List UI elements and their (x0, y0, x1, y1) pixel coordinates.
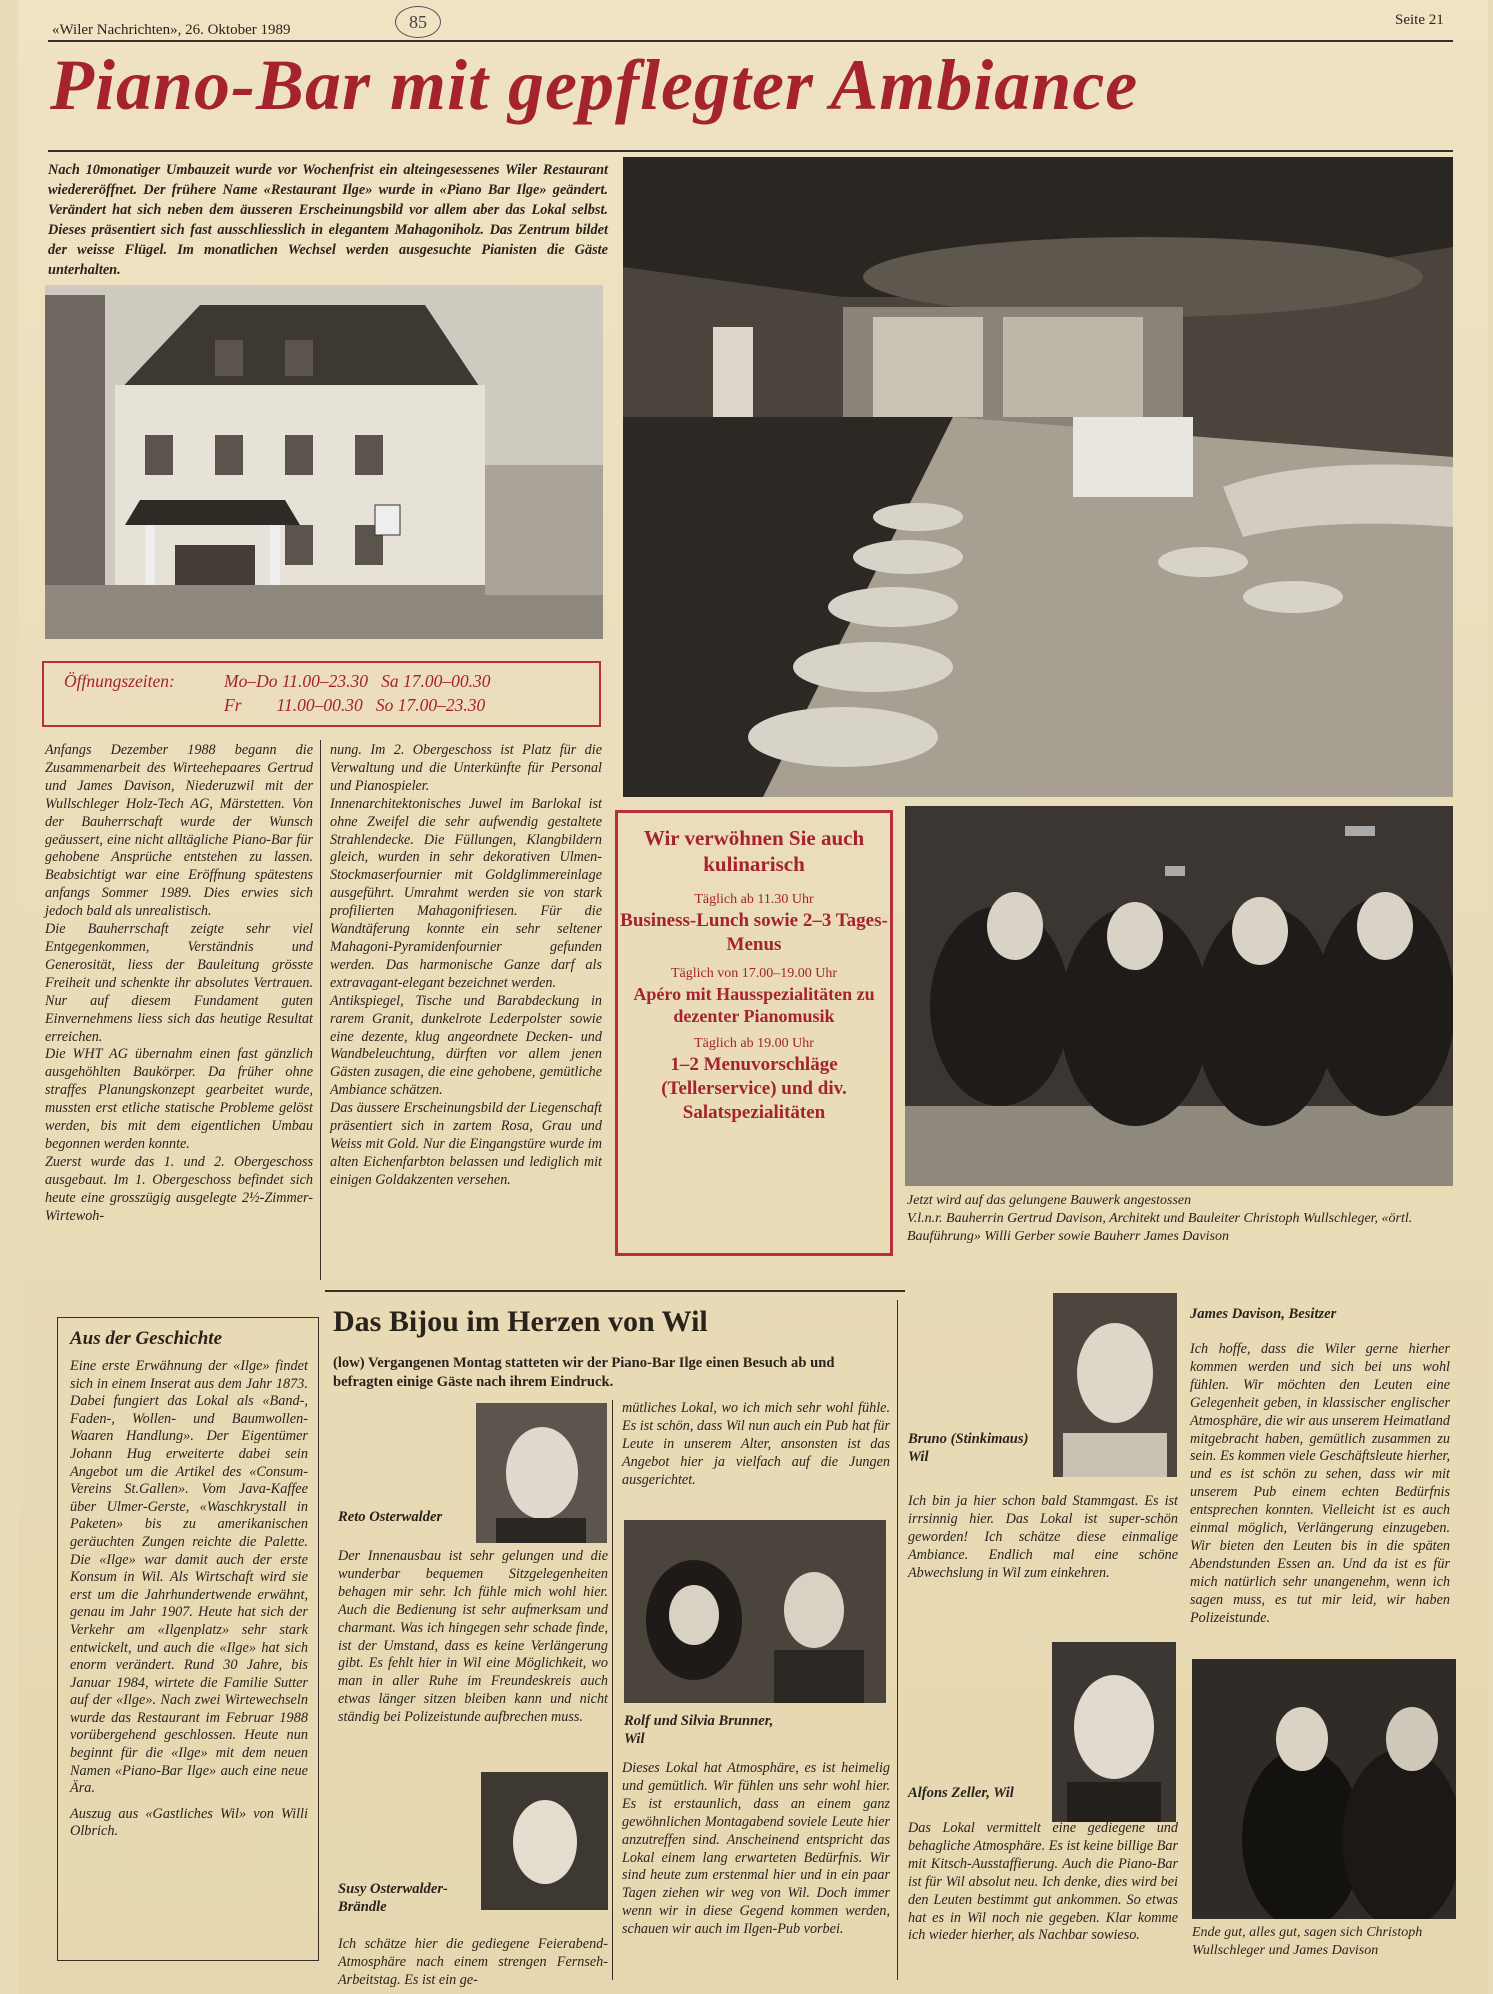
header-rule (48, 40, 1453, 42)
paragraph: Antikspiegel, Tische und Barabdeckung in rarem Granit, dunkelrote Lederpolster sowie eine dezente, klug angeordnete Decken- und Wandbeleuchtung, dürften vor allem jenen Gästen zusagen, die eine gehobene, gemütliche Ambiance schätzen. (330, 992, 602, 1099)
paragraph: Anfangs Dezember 1988 begann die Zusammenarbeit des Wirteehepaares Gertrud und James Davison, Niederuzwil mit der Wullschleger Holz-Tech AG, Märstetten. Von der Bauherrschaft wurde der Wunsch geäussert, eine nicht alltägliche Piano-Bar für gehobene Ansprüche entstehen zu lassen. Beabsichtigt war eine Eröffnung spätestens anfangs Sommer 1989. Dies erwies sich jedoch bald als unrealistisch. (45, 742, 313, 920)
section-intro: (low) Vergangenen Montag statteten wir der Piano-Bar Ilge einen Besuch ab und befragten einige Gäste nach ihrem Eindruck. (333, 1355, 835, 1390)
quote-susy-continued: mütliches Lokal, wo ich mich sehr wohl fühle. Es ist schön, dass Wil nun auch ein Pub hat für Leute in unserem Alter, ansonsten ist das Angebot hier ja vielfach auf die Jungen ausgerichtet. (622, 1400, 890, 1488)
column-divider (897, 1300, 898, 1980)
name-susy: Susy Osterwalder-Brändle (338, 1881, 448, 1915)
paragraph: Die WHT AG übernahm einen fast gänzlich ausgehöhlten Baukörper. Da früher ohne straffes Planungskonzept gearbeitet wurde, mussten erst etliche statische Probleme gelöst werden, bis mit dem eigentlichen Umbau begonnen werden konnte. (45, 1046, 313, 1152)
opening-hours-label: Öffnungszeiten: (64, 671, 175, 691)
history-source: Auszug aus «Gastliches Wil» von Willi Olbrich. (70, 1805, 308, 1840)
advert-title: Wir verwöhnen Sie auch kulinarisch (643, 826, 865, 876)
name-james: James Davison, Besitzer (1190, 1306, 1337, 1322)
column-divider (612, 1400, 613, 1980)
portrait-susy (481, 1772, 608, 1910)
page-number: Seite 21 (1395, 12, 1444, 28)
intro-text: Nach 10monatiger Umbauzeit wurde vor Wochenfrist ein alteingesessenes Wiler Restaurant wiedereröffnet. Der frühere Name «Restaurant Ilge» wurde in «Piano Bar Ilge» geändert. Verändert hat sich neben dem äusseren Erscheinungsbild vor allem aber das Lokal selbst. Dieses präsentiert sich fast ausschliesslich in elegantem Mahagoniholz. Das Zentrum bildet der weisse Flügel. Im monatlichen Wechsel werden ausgesuchte Pianisten die Gäste unterhalten. (48, 162, 608, 278)
advert-time-1: Täglich ab 11.30 Uhr (694, 892, 814, 907)
opening-hours-row-2: Fr 11.00–00.30 So 17.00–23.30 (224, 695, 486, 715)
article-column-2 (330, 742, 602, 1190)
paragraph: Zuerst wurde das 1. und 2. Obergeschoss ausgebaut. Im 1. Obergeschoss befindet sich heute eine grosszügig ausgelegte 2½-Zimmer-Wirtewoh- (45, 1153, 313, 1224)
quote-susy: Ich schätze hier die gediegene Feierabend-Atmosphäre nach einem strengen Fernseh-Arbeitstag. Es ist ein ge- (338, 1936, 608, 1988)
newspaper-dateline: «Wiler Nachrichten», 26. Oktober 1989 (52, 22, 291, 38)
opening-hours-box (42, 661, 601, 727)
portrait-alfons (1052, 1642, 1176, 1822)
history-box (57, 1317, 319, 1961)
quote-alfons: Das Lokal vermittelt eine gediegene und behagliche Atmosphäre. Es ist keine billige Bar mit Kitsch-Ausstaffierung. Auch die Piano-Bar ist für Wil absolut neu. Ich denke, dies wird bei den Leuten bestimmt gut ankommen. So etwas hat es in Wil noch nie gegeben. Klar komme ich wieder hierher, als Nachbar sowieso. (908, 1820, 1178, 1944)
portrait-reto (476, 1403, 607, 1543)
advert-time-3: Täglich ab 19.00 Uhr (694, 1036, 814, 1051)
handwritten-number: 85 (395, 6, 441, 38)
quote-brunner: Dieses Lokal hat Atmosphäre, es ist heimelig und gemütlich. Wir fühlen uns sehr wohl hier. Es ist erstaunlich, dass an einem ganz gewöhnlichen Montagabend soviele Leute hier anzutreffen sind. Anscheinend entspricht das Lokal einem lang erwarteten Bedürfnis. Wir sind heute zum erstenmal hier und in ein paar Tagen ziehen wir weg von Wil. Doch immer wenn wir in diese Gegend kommen werden, schauen wir auch im Ilgen-Pub vorbei. (622, 1760, 890, 1938)
restaurant-advert (615, 810, 893, 1256)
caption-line-1: Jetzt wird auf das gelungene Bauwerk angestossen (907, 1193, 1192, 1208)
paragraph: Innenarchitektonisches Juwel im Barlokal ist ohne Zweifel die sehr aufwendig gestaltete Strahlendecke. Die Füllungen, Klangbildern gleich, wurden in sehr dekorativen Ulmen-Stockmaserfournier mit Goldglimmereinlage ausgeführt. Umrahmt werden sie von stark profilierten Mahagonifriesen. Für die Wandtäferung konnte ein sehr seltener Mahagoni-Pyramidenfournier gefunden werden. Das harmonische Ganze darf als extravagant-elegant bezeichnet werden. (330, 795, 602, 991)
section-rule (325, 1290, 905, 1292)
portrait-bruno (1053, 1293, 1177, 1477)
name-alfons: Alfons Zeller, Wil (908, 1785, 1014, 1801)
toast-photo-caption (907, 1192, 1452, 1246)
paragraph: Die Bauherrschaft zeigte sehr viel Entgegenkommen, Verständnis und Generosität, liess der Bauleitung grösste Freiheit und schenkte ihr absolutes Vertrauen. Nur auf diesem Fundament guten Einvernehmens liess sich das heutige Resultat erreichen. (45, 921, 313, 1045)
building-photo (45, 285, 603, 639)
headline-rule (48, 150, 1453, 152)
section-title: Das Bijou im Herzen von Wil (333, 1305, 708, 1338)
advert-offer-2: Apéro mit Hausspezialitäten zu dezenter Pianomusik (633, 984, 875, 1026)
end-caption: Ende gut, alles gut, sagen sich Christoph Wullschleger und James Davison (1192, 1925, 1423, 1958)
paragraph: nung. Im 2. Obergeschoss ist Platz für die Verwaltung und die Unterkünfte für Personal und Pianospieler. (330, 742, 602, 794)
name-brunner: Rolf und Silvia Brunner, Wil (624, 1713, 774, 1747)
column-divider (320, 740, 321, 1280)
quote-bruno: Ich bin ja hier schon bald Stammgast. Es ist irrsinnig hier. Das Lokal ist super-schön geworden! Ich schätze diese einmalige Ambiance. Endlich mal eine schöne Abwechslung in Wil zum einkehren. (908, 1493, 1178, 1581)
portrait-brunner (624, 1520, 886, 1703)
article-column-1 (45, 742, 313, 1225)
advert-offer-3: 1–2 Menuvorschläge (Tellerservice) und div. Salatspezialitäten (661, 1054, 847, 1123)
bar-interior-photo (623, 157, 1453, 797)
opening-hours-row-1: Mo–Do 11.00–23.30 Sa 17.00–00.30 (224, 671, 491, 691)
name-bruno: Bruno (Stinkimaus) Wil (908, 1431, 1029, 1465)
name-reto: Reto Osterwalder (338, 1509, 443, 1525)
caption-line-2: V.l.n.r. Bauherrin Gertrud Davison, Architekt und Bauleiter Christoph Wullschleger, «örtl. Bauführung» Willi Gerber sowie Bauherr James Davison (907, 1211, 1413, 1244)
photo-wullschleger-davison (1192, 1659, 1456, 1919)
history-text: Eine erste Erwähnung der «Ilge» findet sich in einem Inserat aus dem Jahr 1873. Dabei fungiert das Lokal als «Band-, Faden-, Wollen- und Baumwollen-Waaren Handlung». Der Eigentümer Johann Hug erweiterte dabei sein Angebot um die Artikel des «Consum-Vereins St.Gallen». Vom Java-Kaffee über Ulmer-Gerste, «Waschkrystall in Paketen» bis zu amerikanischen geräuchten Zungen reichte die Palette. Die «Ilge» war damit auch der erste Konsum in Wil. Als Wirtschaft wird sie erst um die Jahrhundertwende erwähnt, genau im Jahr 1907. Heute hat sich der Verkehr am «Ilgenplatz» sehr stark entwickelt, und auch die «Ilge» hat sich enorm verändert. Rund 30 Jahre, bis Januar 1984, wirtete die Familie Sutter auf der «Ilge». Nach zwei Wirtewechseln wurde das Restaurant im Februar 1988 vorübergehend geschlossen. Heute nun beginnt für die «Ilge» mit dem neuen Namen «Piano-Bar Ilge» auch eine neue Ära. (70, 1358, 308, 1797)
quote-james: Ich hoffe, dass die Wiler gerne hierher kommen werden und sich bei uns wohl fühlen. Wir möchten den Leuten eine Gelegenheit geben, in klassischer englischer Atmosphäre, die wir aus unserem Heimatland mitgebracht haben, gemütlich zusammen zu sein. Es kommen viele Geschäftsleute hierher, und es ist schön zu sehen, dass wir mit unserem Pub einem echten Bedürfnis entsprechen konnten. Vielleicht ist es auch einmal möglich, Verlängerung einzugeben. Wir bieten den Leuten bis in die späten Abendstunden Essen an. Und da ist es für mich natürlich sehr unangenehm, wenn ich sagen muss, es tut mir leid, wir haben Polizeistunde. (1190, 1341, 1450, 1626)
paragraph: Das äussere Erscheinungsbild der Liegenschaft präsentiert sich in zartem Rosa, Grau und Weiss mit Gold. Nur die Eingangstüre wurde im alten Eichenfarbton belassen und lediglich mit einigen Goldakzenten versehen. (330, 1100, 602, 1188)
toast-photo (905, 806, 1453, 1186)
quote-reto: Der Innenausbau ist sehr gelungen und die wunderbar bequemen Sitzgelegenheiten behagen mir sehr. Ich fühle mich wohl hier. Auch die Bedienung ist sehr aufmerksam und charmant. Was ich hingegen sehr schade finde, ist der Umstand, dass es keine Verlängerung gibt. Es fehlt hier in Wil eine Möglichkeit, wo man in aller Ruhe im Freundeskreis auch etwas länger sitzen bleiben kann und nicht ständig bei Polizeistunde aufbrechen muss. (338, 1548, 608, 1726)
headline: Piano-Bar mit gepflegter Ambiance (50, 45, 1139, 125)
advert-offer-1: Business-Lunch sowie 2–3 Tages-Menus (620, 910, 888, 955)
history-title: Aus der Geschichte (70, 1328, 222, 1349)
advert-time-2: Täglich von 17.00–19.00 Uhr (670, 966, 838, 981)
